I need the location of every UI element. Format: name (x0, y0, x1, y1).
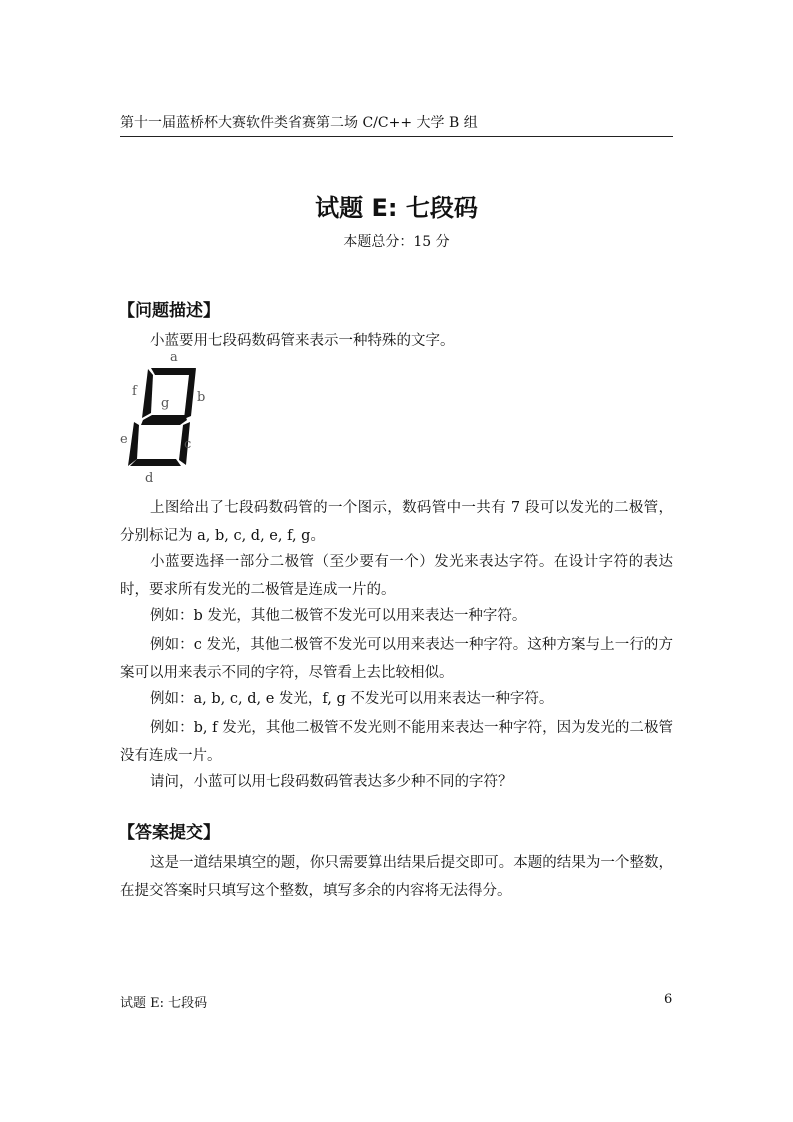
segment-label-c: c (184, 437, 192, 452)
description-paragraph-7: 例如：b, f 发光，其他二极管不发光则不能用来表达一种字符，因为发光的二极管没有连成一片。 (120, 720, 673, 764)
answer-paragraph-1: 这是一道结果填空的题，你只需要算出结果后提交即可。本题的结果为一个整数，在提交答案时只填写这个整数，填写多余的内容将无法得分。 (120, 855, 673, 899)
problem-score: 本题总分：15 分 (343, 234, 450, 250)
description-paragraph-2: 上图给出了七段码数码管的一个图示，数码管中一共有 7 段可以发光的二极管，分别标记为 a, b, c, d, e, f, g。 (120, 500, 673, 544)
segment-a (151, 368, 196, 375)
description-paragraph-6: 例如：a, b, c, d, e 发光，f, g 不发光可以用来表达一种字符。 (150, 691, 554, 707)
segment-b (184, 368, 196, 419)
description-paragraph-8: 请问，小蓝可以用七段码数码管表达多少种不同的字符？ (150, 774, 513, 790)
problem-title: 试题 E: 七段码 (315, 194, 478, 222)
segment-g (141, 415, 187, 425)
description-heading: 【问题描述】 (118, 301, 220, 321)
description-paragraph-5: 例如：c 发光，其他二极管不发光可以用来表达一种字符。这种方案与上一行的方案可以用来表示不同的字符，尽管看上去比较相似。 (120, 637, 673, 681)
description-paragraph-3: 小蓝要选择一部分二极管（至少要有一个）发光来表达字符。在设计字符的表达时，要求所有发光的二极管是连成一片的。 (120, 554, 673, 598)
segment-label-d: d (145, 471, 154, 486)
segment-label-g: g (161, 396, 170, 411)
description-paragraph-1: 小蓝要用七段码数码管来表示一种特殊的文字。 (150, 333, 455, 349)
segment-label-a: a (170, 350, 178, 365)
page-number: 6 (664, 992, 673, 1007)
description-paragraph-4: 例如：b 发光，其他二极管不发光可以用来表达一种字符。 (150, 608, 527, 624)
running-header: 第十一届蓝桥杯大赛软件类省赛第二场 C/C++ 大学 B 组 (120, 112, 673, 137)
segment-label-f: f (132, 384, 137, 399)
answer-heading: 【答案提交】 (118, 823, 220, 843)
segment-f (142, 369, 153, 418)
segment-label-e: e (120, 432, 128, 447)
segment-d (130, 459, 181, 466)
footer-title: 试题 E: 七段码 (120, 996, 208, 1011)
segment-label-b: b (197, 390, 206, 405)
seven-segment-diagram (114, 348, 214, 488)
